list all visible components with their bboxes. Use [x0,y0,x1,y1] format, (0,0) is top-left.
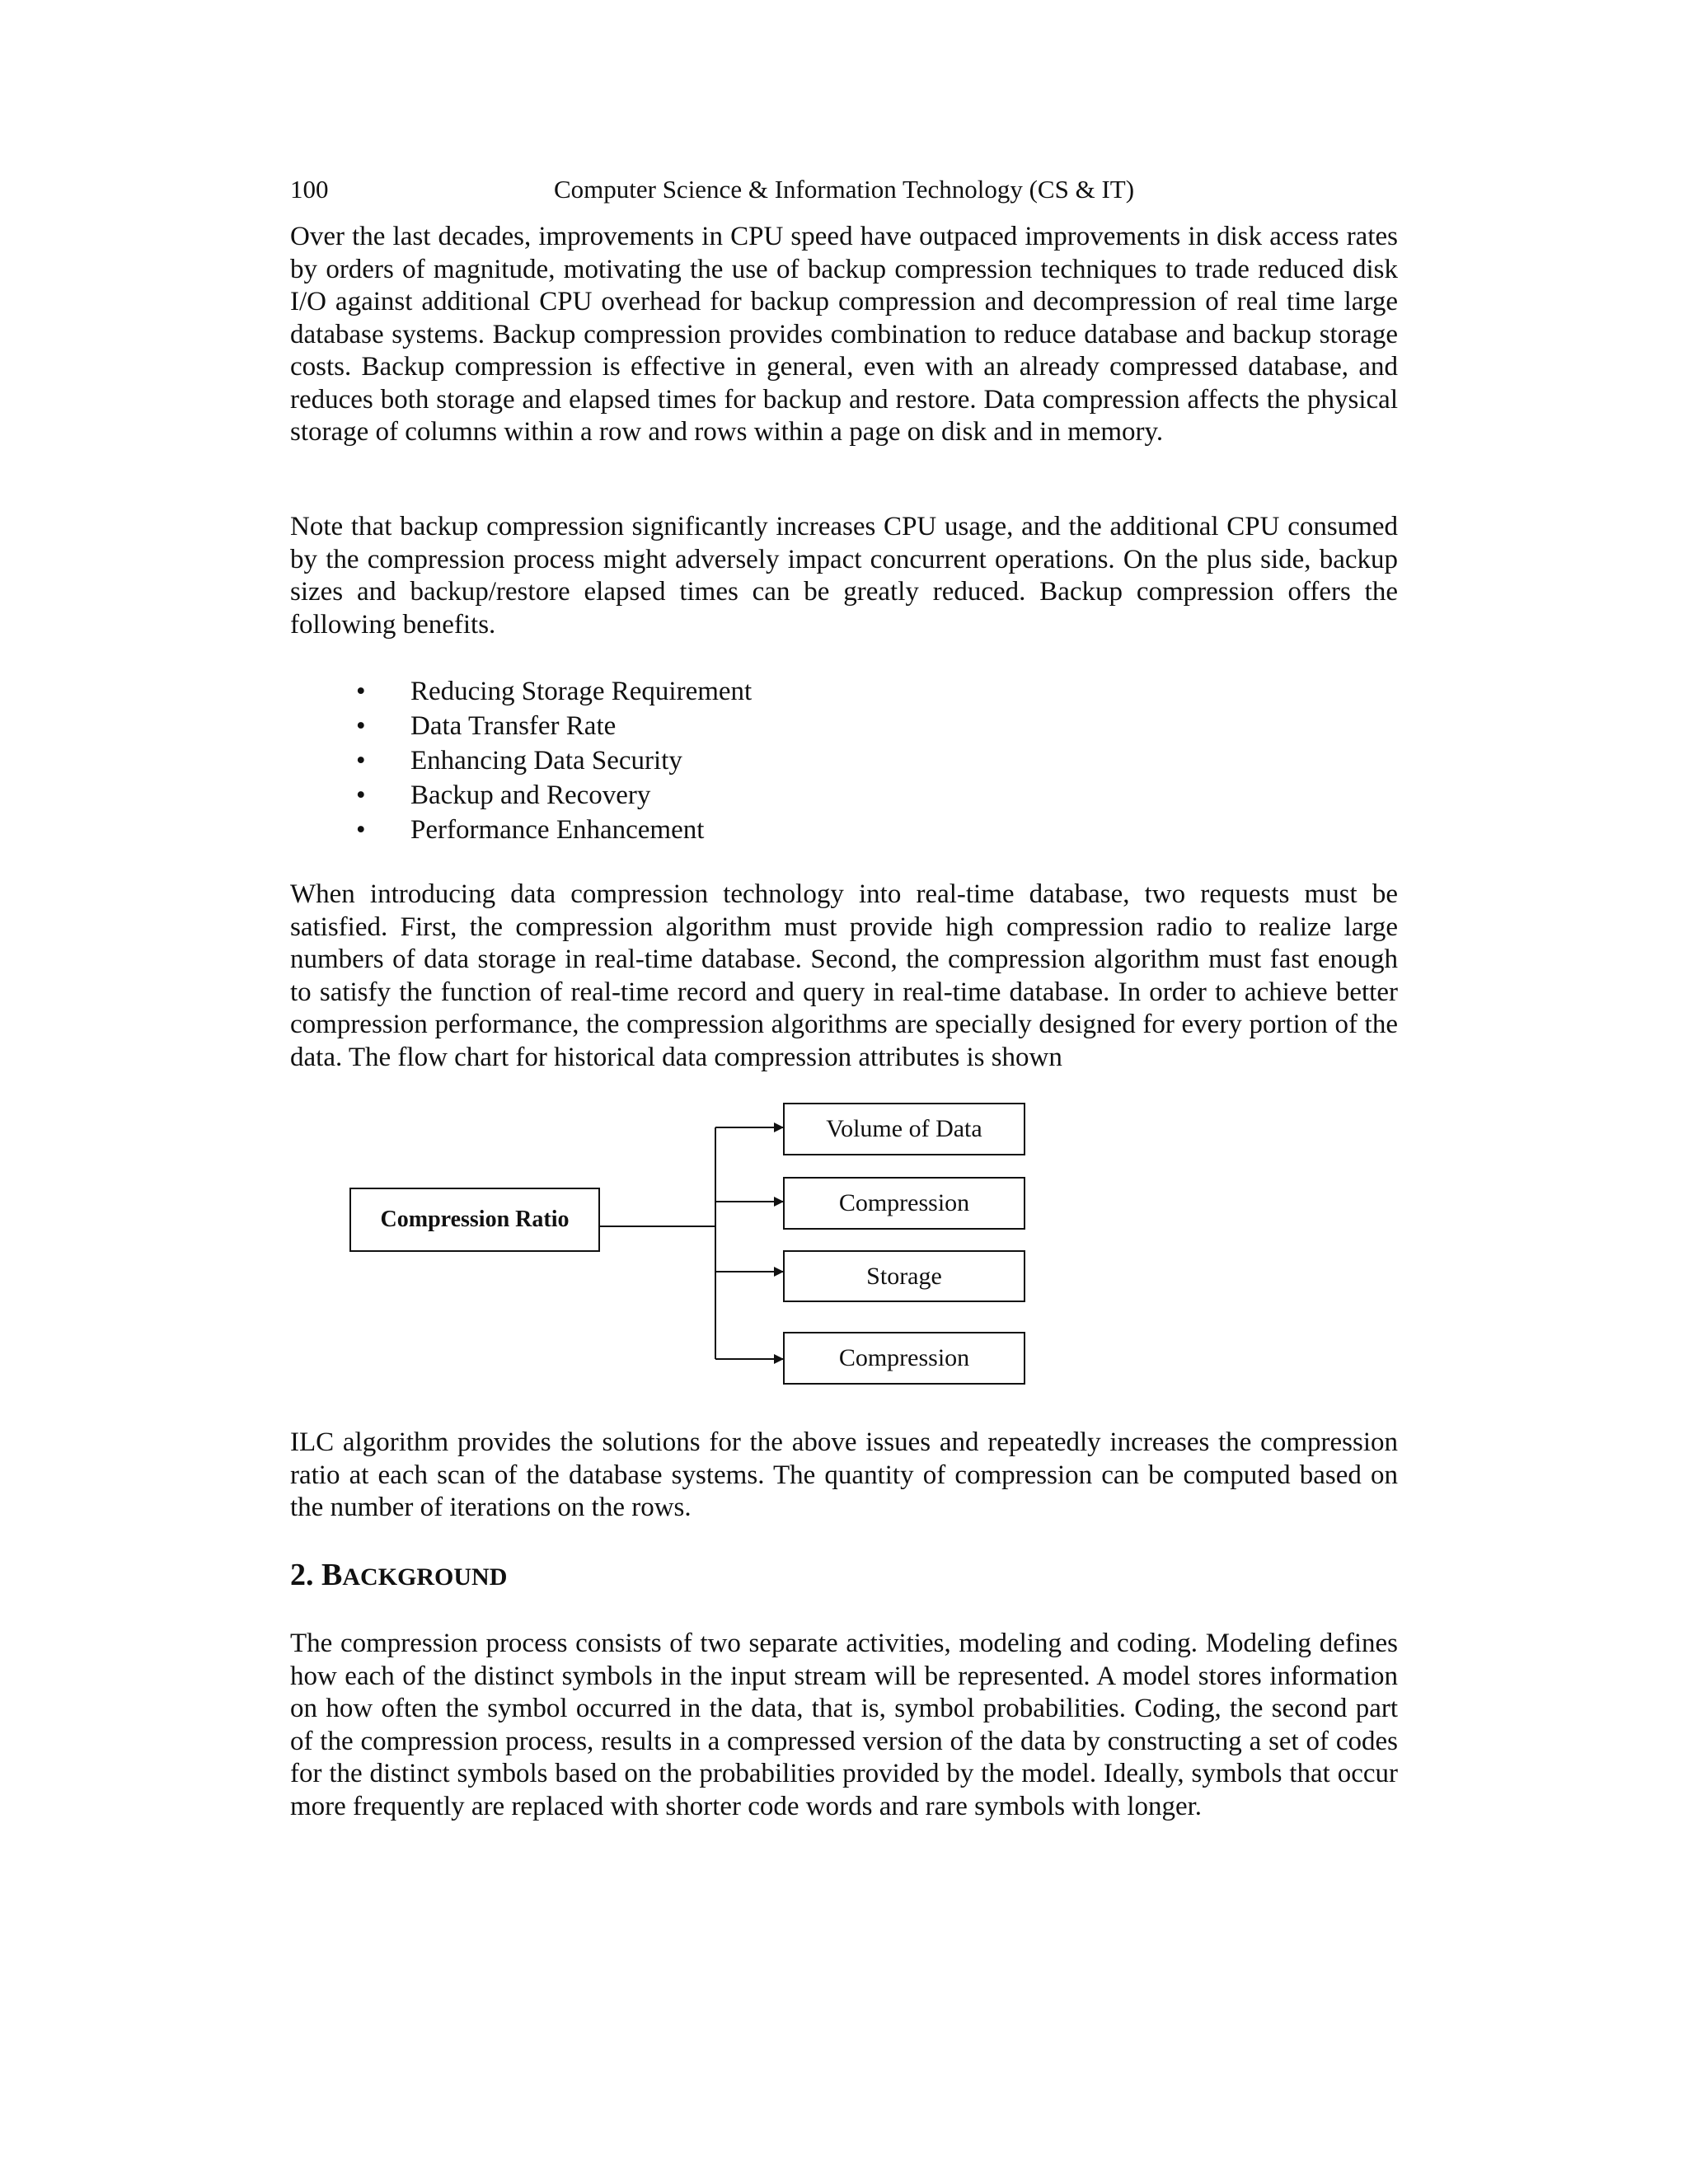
flowchart-target-label: Storage [866,1262,942,1290]
body-paragraph-3: When introducing data compression technology into real-time database, two requests must be satisfied. First, the compression algorithm must provide high compression radio to realize large numbers of data storage in real-time database. Second, the compression algorithm must fast enough to satisfy the function of real-time record and query in real-time database. In order to achieve better compression performance, the compression algorithms are specially designed for every portion of the data. The flow chart for historical data compression attributes is shown [290,879,1398,1072]
flowchart-target-label: Compression [838,1344,970,1371]
flowchart-target-label: Compression [838,1189,970,1216]
bullet-icon: • [356,677,366,706]
list-item-label: Backup and Recovery [410,780,651,810]
list-item [356,674,752,709]
list-item [356,813,752,847]
flowchart-source-label: Compression Ratio [380,1207,570,1232]
flowchart-target-box-4 [783,1332,1025,1385]
benefits-list [356,674,752,847]
flowchart-target-box-1 [783,1103,1025,1155]
body-paragraph-1: Over the last decades, improvements in CPU speed have outpaced improvements in disk access rates by orders of magnitude, motivating the use of backup compression techniques to trade reduced disk I/O against additional CPU overhead for backup compression and decompression of real time large database systems. Backup compression provides combination to reduce database and backup storage costs. Backup compression is effective in general, even with an already compressed database, and reduces both storage and elapsed times for backup and restore. Data compression affects the physical storage of columns within a row and rows within a page on disk and in memory. [290,222,1398,447]
flowchart-source-box [349,1188,600,1252]
body-paragraph-5: The compression process consists of two separate activities, modeling and coding. Modeling defines how each of the distinct symbols in the input stream will be represented. A model stores information on how often the symbol occurred in the data, that is, symbol probabilities. Coding, the second part of the compression process, results in a compressed version of the data by constructing a set of codes for the distinct symbols based on the probabilities provided by the model. Ideally, symbols that occur more frequently are replaced with shorter code words and rare symbols with longer. [290,1629,1398,1821]
bullet-icon: • [356,815,366,845]
list-item [356,778,752,813]
list-item-label: Reducing Storage Requirement [410,677,753,706]
page-header [290,173,1398,206]
list-item [356,709,752,743]
bullet-icon: • [356,711,366,741]
bullet-icon: • [356,780,366,810]
flowchart-target-box-3 [783,1250,1025,1302]
body-paragraph-4: ILC algorithm provides the solutions for the above issues and repeatedly increases the compression ratio at each scan of the database systems. The quantity of compression can be computed based on the number of iterations on the rows. [290,1427,1398,1522]
section-heading [290,1556,507,1596]
section-heading-lead: 2. B [290,1558,343,1592]
flowchart-target-box-2 [783,1177,1025,1230]
running-title: Computer Science & Information Technology (CS & IT) [553,175,1135,204]
body-paragraph-2: Note that backup compression significantly increases CPU usage, and the additional CPU consumed by the compression process might adversely impact concurrent operations. On the plus side, backup sizes and backup/restore elapsed times can be greatly reduced. Backup compression offers the following benefits. [290,512,1398,640]
section-heading-rest: ACKGROUND [342,1563,508,1591]
flowchart-target-label: Volume of Data [826,1115,982,1142]
bullet-icon: • [356,746,366,776]
list-item-label: Data Transfer Rate [410,711,617,741]
list-item [356,743,752,778]
page-number: 100 [290,175,329,204]
list-item-label: Performance Enhancement [410,815,705,845]
list-item-label: Enhancing Data Security [410,746,682,776]
